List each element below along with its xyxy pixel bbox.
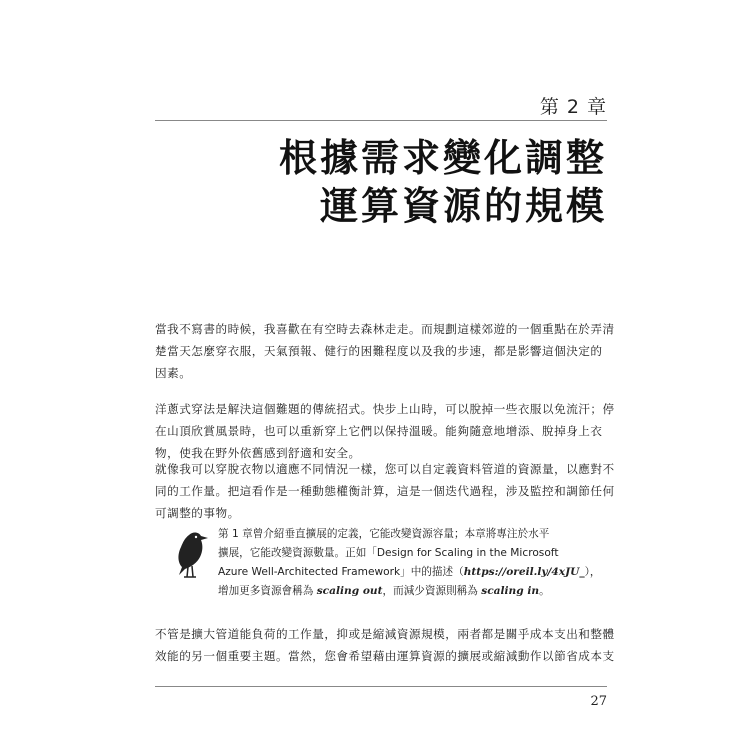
text-line: 不管是擴大管道能負荷的工作量，抑或是縮減資源規模，兩者都是關乎成本支出和整體 [155, 627, 615, 641]
note-text-span: ，而減少資源則稱為 [382, 585, 482, 597]
text-line: 因素。 [155, 366, 192, 380]
note-text-span: 。 [539, 585, 550, 597]
note-text-span: ）， [584, 566, 601, 578]
text-line: 效能的另一個重要主題。當然，您會希望藉由運算資源的擴展或縮減動作以節省成本支 [155, 649, 615, 663]
term-scaling-in: scaling in [481, 585, 540, 597]
chapter-label: 第 2 章 [539, 96, 607, 118]
body-paragraph [155, 458, 615, 524]
note-line: 第 1 章曾介紹垂直擴展的定義，它能改變資源容量；本章將專注於水平 [218, 528, 550, 540]
chapter-title-line: 根據需求變化調整 [278, 136, 607, 180]
text-line: 楚當天怎麼穿衣服，天氣預報、健行的困難程度以及我的步速，都是影響這個決定的 [155, 344, 603, 358]
body-paragraph [155, 623, 615, 667]
crow-icon [175, 529, 211, 579]
note-text [218, 525, 601, 601]
note-line: 擴展，它能改變資源數量。正如「Design for Scaling in the Microsoft [218, 547, 559, 559]
chapter-title-line: 運算資源的規模 [319, 184, 607, 228]
chapter-title [279, 134, 607, 230]
text-line: 當我不寫書的時候，我喜歡在有空時去森林走走。而規劃這樣郊遊的一個重點在於弄清 [155, 322, 615, 336]
note-callout [175, 525, 601, 605]
text-line: 物，使我在野外依舊感到舒適和安全。 [155, 446, 361, 460]
note-text-span: 增加更多資源會稱為 [218, 585, 317, 597]
note-line [218, 563, 601, 582]
reference-link[interactable]: https://oreil.ly/4xJU_ [463, 566, 585, 578]
text-line: 可調整的事物。 [155, 506, 240, 520]
note-text-span: Azure Well-Architected Framework」中的描述（ [218, 566, 464, 578]
note-line [218, 582, 598, 601]
page-number: 27 [590, 694, 607, 709]
footer-divider [155, 686, 607, 687]
text-line: 洋蔥式穿法是解決這個難題的傳統招式。快步上山時，可以脫掉一些衣服以免流汗；停 [155, 402, 615, 416]
text-line: 同的工作量。把這看作是一種動態權衡計算，這是一個迭代過程，涉及監控和調節任何 [155, 484, 615, 498]
body-paragraph [155, 318, 615, 384]
body-paragraph [155, 398, 615, 464]
chapter-divider [155, 120, 607, 121]
text-line: 就像我可以穿脫衣物以適應不同情況一樣，您可以自定義資料管道的資源量，以應對不 [155, 462, 615, 476]
term-scaling-out: scaling out [316, 585, 383, 597]
text-line: 在山頂欣賞風景時，也可以重新穿上它們以保持溫暖。能夠隨意地增添、脫掉身上衣 [155, 424, 603, 438]
